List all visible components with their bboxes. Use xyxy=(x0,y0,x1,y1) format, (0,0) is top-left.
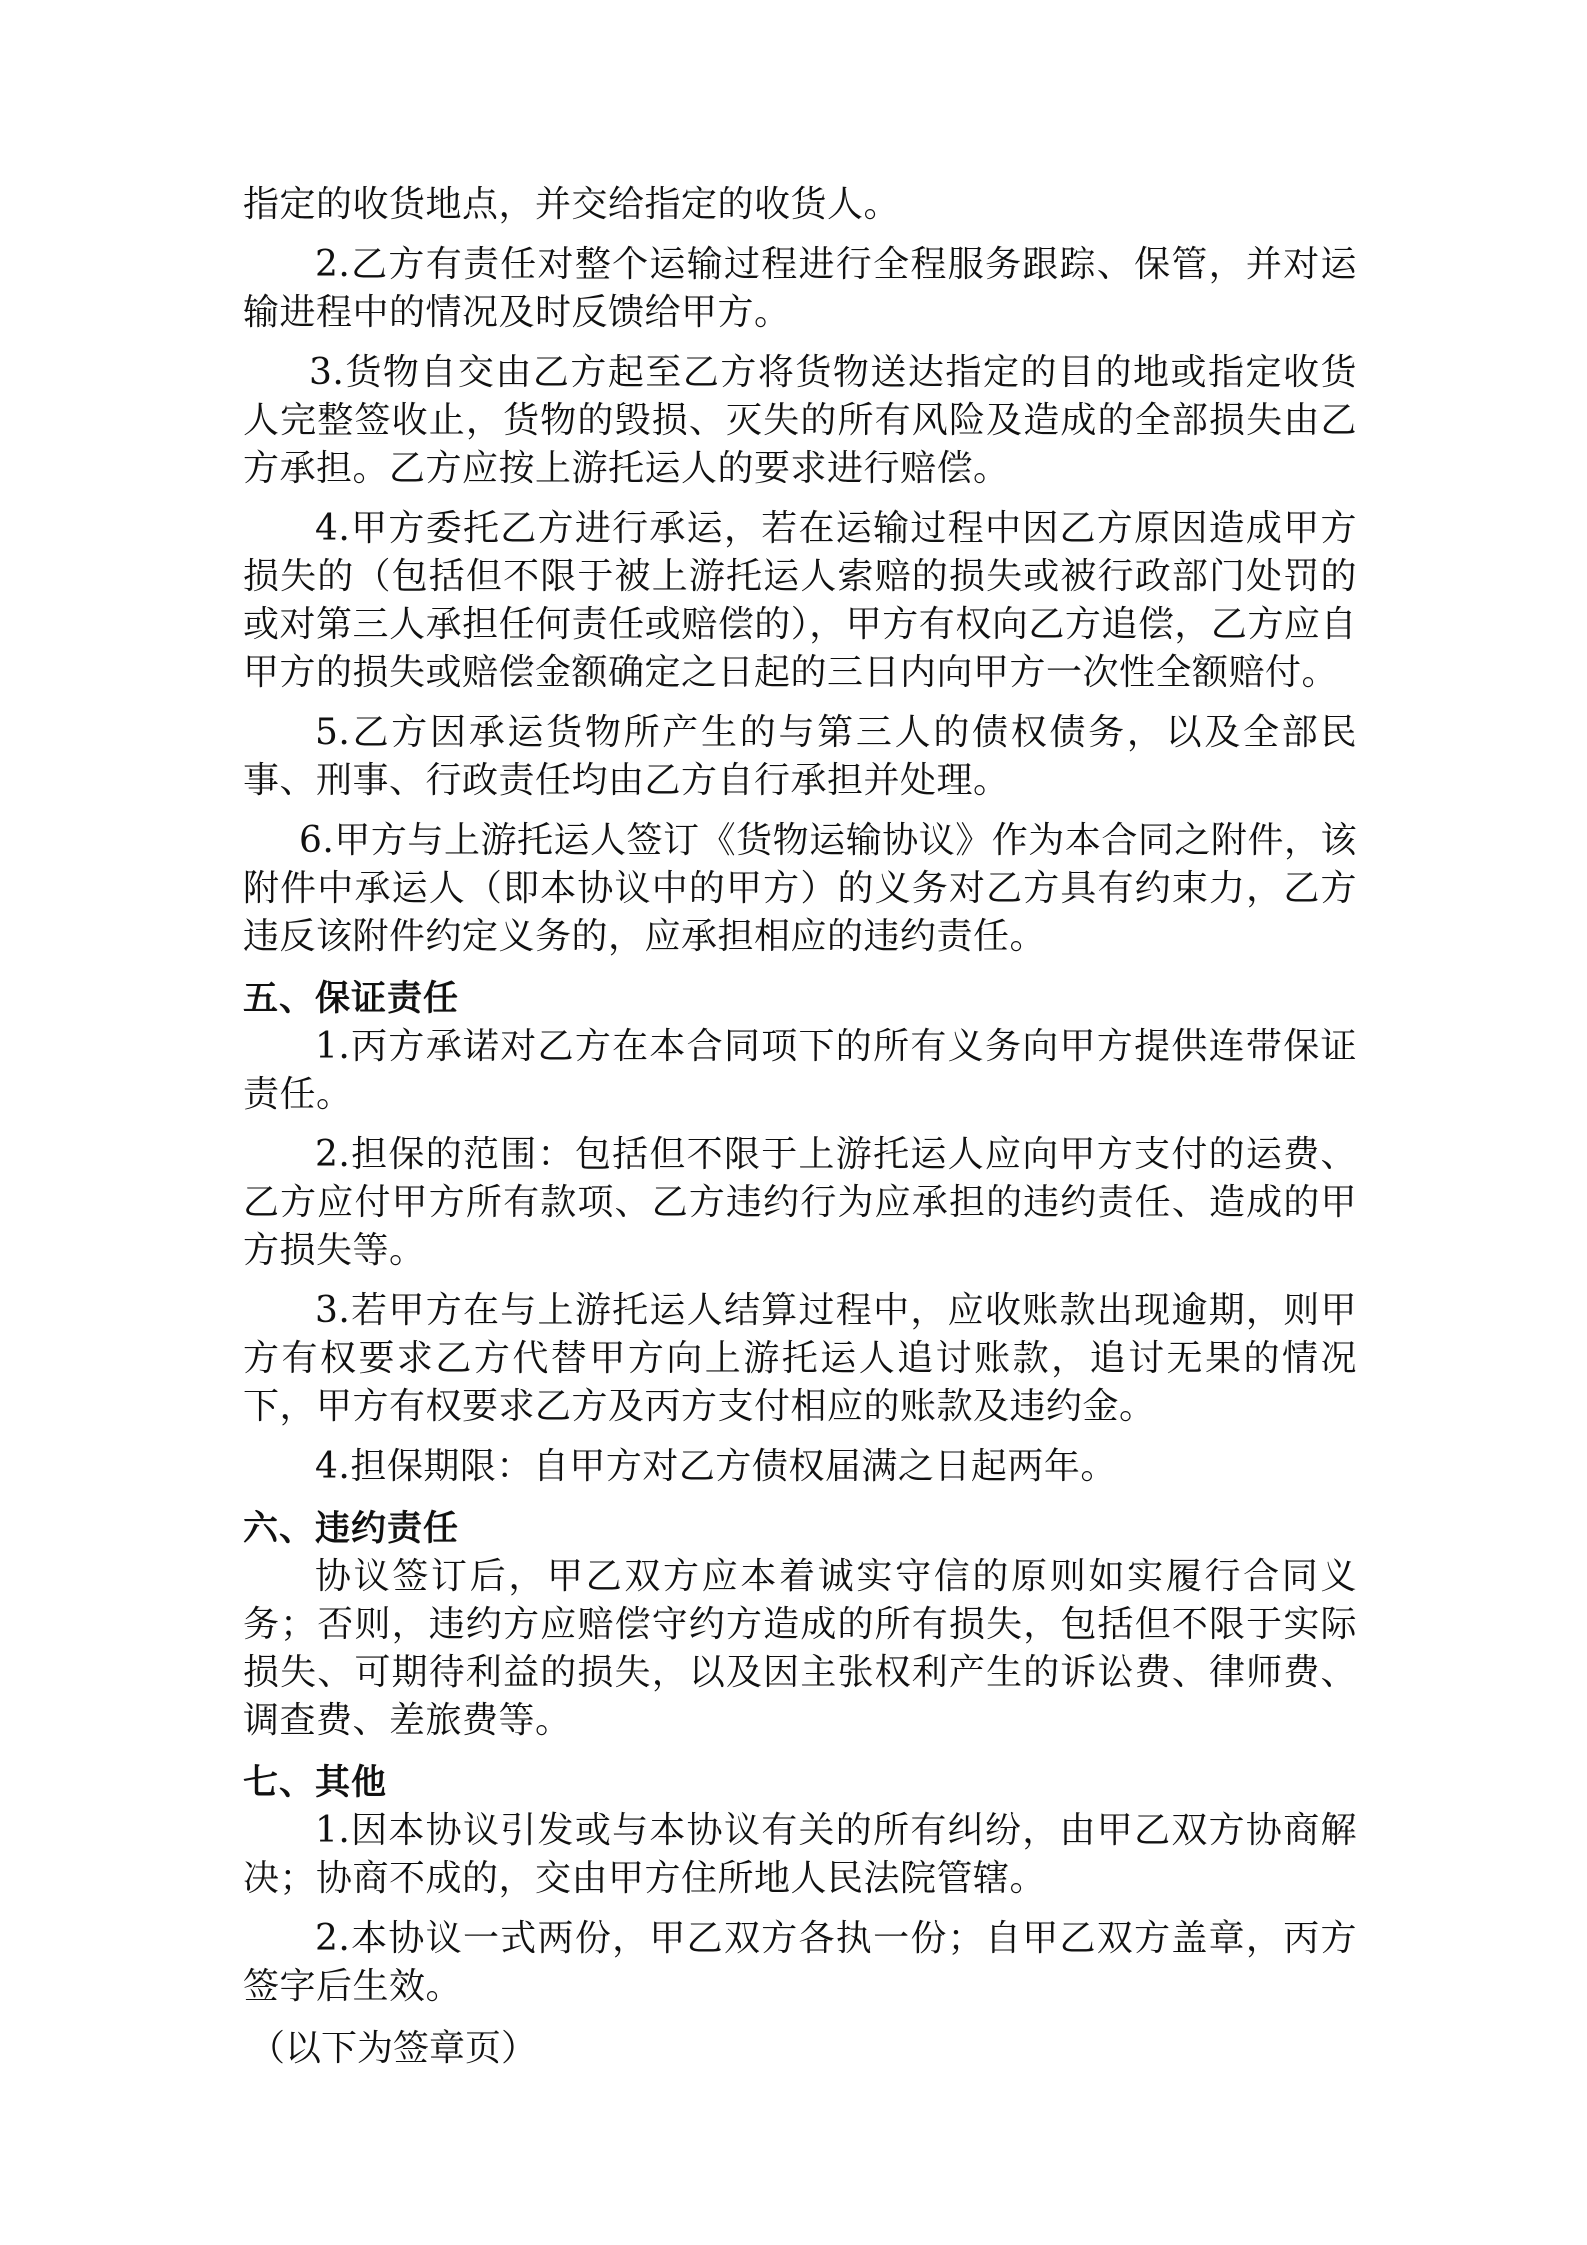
clause-7-2: 2.本协议一式两份，甲乙双方各执一份；自甲乙双方盖章，丙方签字后生效。 xyxy=(243,1918,1357,2007)
clause-5-1: 1.丙方承诺对乙方在本合同项下的所有义务向甲方提供连带保证责任。 xyxy=(243,1026,1357,1115)
clause-5-3: 3.若甲方在与上游托运人结算过程中，应收账款出现逾期，则甲方有权要求乙方代替甲方向上游托运人追讨账款，追讨无果的情况下，甲方有权要求乙方及丙方支付相应的账款及违约金。 xyxy=(243,1290,1357,1427)
clause-4-5: 5.乙方因承运货物所产生的与第三人的债权债务，以及全部民事、刑事、行政责任均由乙方自行承担并处理。 xyxy=(243,712,1357,801)
intro-fragment: 指定的收货地点，并交给指定的收货人。 xyxy=(243,184,901,225)
clause-4-6: 6.甲方与上游托运人签订《货物运输协议》作为本合同之附件，该附件中承运人（即本协议中的甲方）的义务对乙方具有约束力，乙方违反该附件约定义务的，应承担相应的违约责任。 xyxy=(243,820,1357,957)
clause-4-4: 4.甲方委托乙方进行承运，若在运输过程中因乙方原因造成甲方损失的（包括但不限于被上游托运人索赔的损失或被行政部门处罚的或对第三人承担任何责任或赔偿的），甲方有权向乙方追偿，乙方应自甲方的损失或赔偿金额确定之日起的三日内向甲方一次性全额赔付。 xyxy=(243,508,1357,693)
clause-6-body: 协议签订后，甲乙双方应本着诚实守信的原则如实履行合同义务；否则，违约方应赔偿守约方造成的所有损失，包括但不限于实际损失、可期待利益的损失，以及因主张权利产生的诉讼费、律师费、调查费、差旅费等。 xyxy=(243,1556,1357,1741)
contract-body xyxy=(243,181,1357,2073)
clause-4-3: 3.货物自交由乙方起至乙方将货物送达指定的目的地或指定收货人完整签收止，货物的毁损、灭失的所有风险及造成的全部损失由乙方承担。乙方应按上游托运人的要求进行赔偿。 xyxy=(243,352,1357,489)
section-5-heading: 五、保证责任 xyxy=(243,979,460,1019)
section-7-heading: 七、其他 xyxy=(243,1763,388,1803)
clause-4-2: 2.乙方有责任对整个运输过程进行全程服务跟踪、保管，并对运输进程中的情况及时反馈给甲方。 xyxy=(243,244,1357,333)
clause-5-2: 2.担保的范围：包括但不限于上游托运人应向甲方支付的运费、乙方应付甲方所有款项、乙方违约行为应承担的违约责任、造成的甲方损失等。 xyxy=(243,1134,1357,1271)
clause-7-1: 1.因本协议引发或与本协议有关的所有纠纷，由甲乙双方协商解决；协商不成的，交由甲方住所地人民法院管辖。 xyxy=(243,1810,1357,1899)
section-6-heading: 六、违约责任 xyxy=(243,1509,460,1549)
clause-5-4: 4.担保期限：自甲方对乙方债权届满之日起两年。 xyxy=(315,1446,1117,1487)
signature-page-note: （以下为签章页） xyxy=(249,2028,538,2069)
